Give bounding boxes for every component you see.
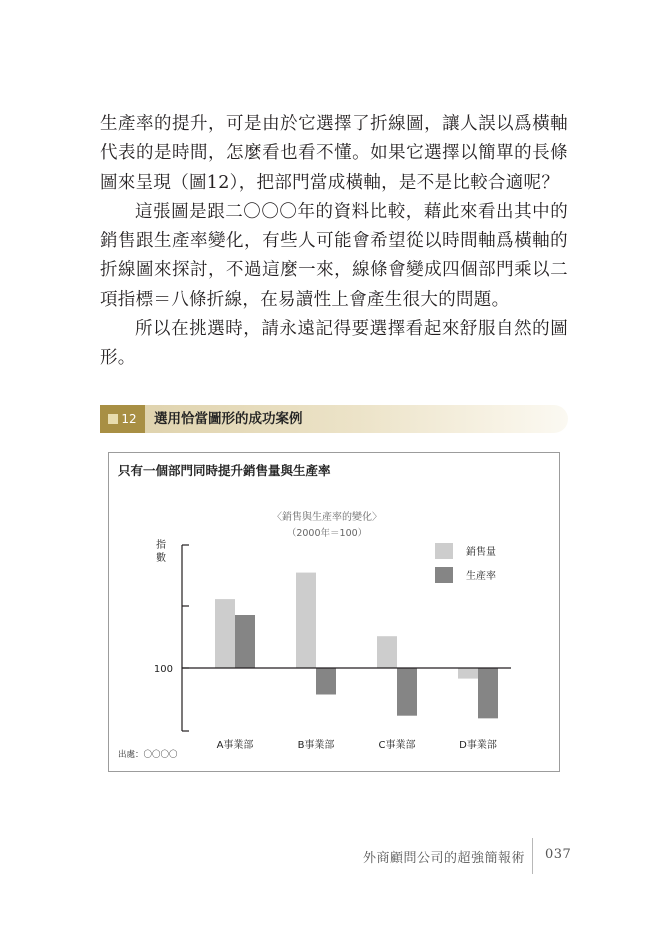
category-label-2: C事業部 [378,740,416,751]
category-label-3: D事業部 [459,740,497,751]
bar-productivity-1 [316,668,336,695]
page-number: 037 [545,847,572,862]
paragraph-1: 生產率的提升，可是由於它選擇了折線圖，讓人誤以爲橫軸代表的是時間，怎麼看也看不懂。如果它選擇以簡單的長條圖來呈現（圖12），把部門當成橫軸，是不是比較合適呢？ [100,114,568,193]
footer-divider [532,838,533,874]
paragraph-2: 這張圖是跟二〇〇〇年的資料比較，藉此來看出其中的銷售跟生產率變化，有些人可能會希望從以時間軸爲橫軸的折線圖來探討，不過這麼一來，線條會變成四個部門乘以二項指標＝八條折線，在易讀性上會產生很大的問題。 [100,201,568,310]
y-axis-label: 指數 [156,540,166,564]
legend-swatch-0 [435,543,453,559]
chart-canvas [109,453,561,773]
chart-subtitle: 〈銷售與生產率的變化〉 [272,512,382,523]
bar-productivity-2 [397,668,417,716]
legend-label-1: 生產率 [466,571,496,582]
legend-swatch-1 [435,567,453,583]
baseline-label: 100 [153,664,173,675]
body-text [100,110,568,374]
bar-sales-2 [377,636,397,668]
chart-box [108,452,560,772]
bar-sales-3 [458,668,478,679]
bar-sales-0 [215,599,235,668]
chart-title: 只有一個部門同時提升銷售量與生產率 [118,463,331,478]
figure-banner [100,405,568,433]
figure-title: 選用恰當圖形的成功案例 [154,411,303,427]
category-label-0: A事業部 [216,740,254,751]
figure-number: 12 [121,412,137,426]
figure-square-icon [108,414,118,424]
bar-productivity-0 [235,615,255,668]
paragraph-3: 所以在挑選時，請永遠記得要選擇看起來舒服自然的圖形。 [100,319,568,369]
legend-label-0: 銷售量 [466,547,496,558]
chart-subtitle-base: （2000年＝100） [286,528,368,539]
bar-productivity-3 [478,668,498,718]
chart-source: 出處：〇〇〇〇 [118,750,178,760]
footer-book-title: 外商顧問公司的超強簡報術 [362,851,525,866]
figure-tag [100,405,145,433]
category-label-1: B事業部 [297,740,335,751]
bar-sales-1 [296,573,316,668]
